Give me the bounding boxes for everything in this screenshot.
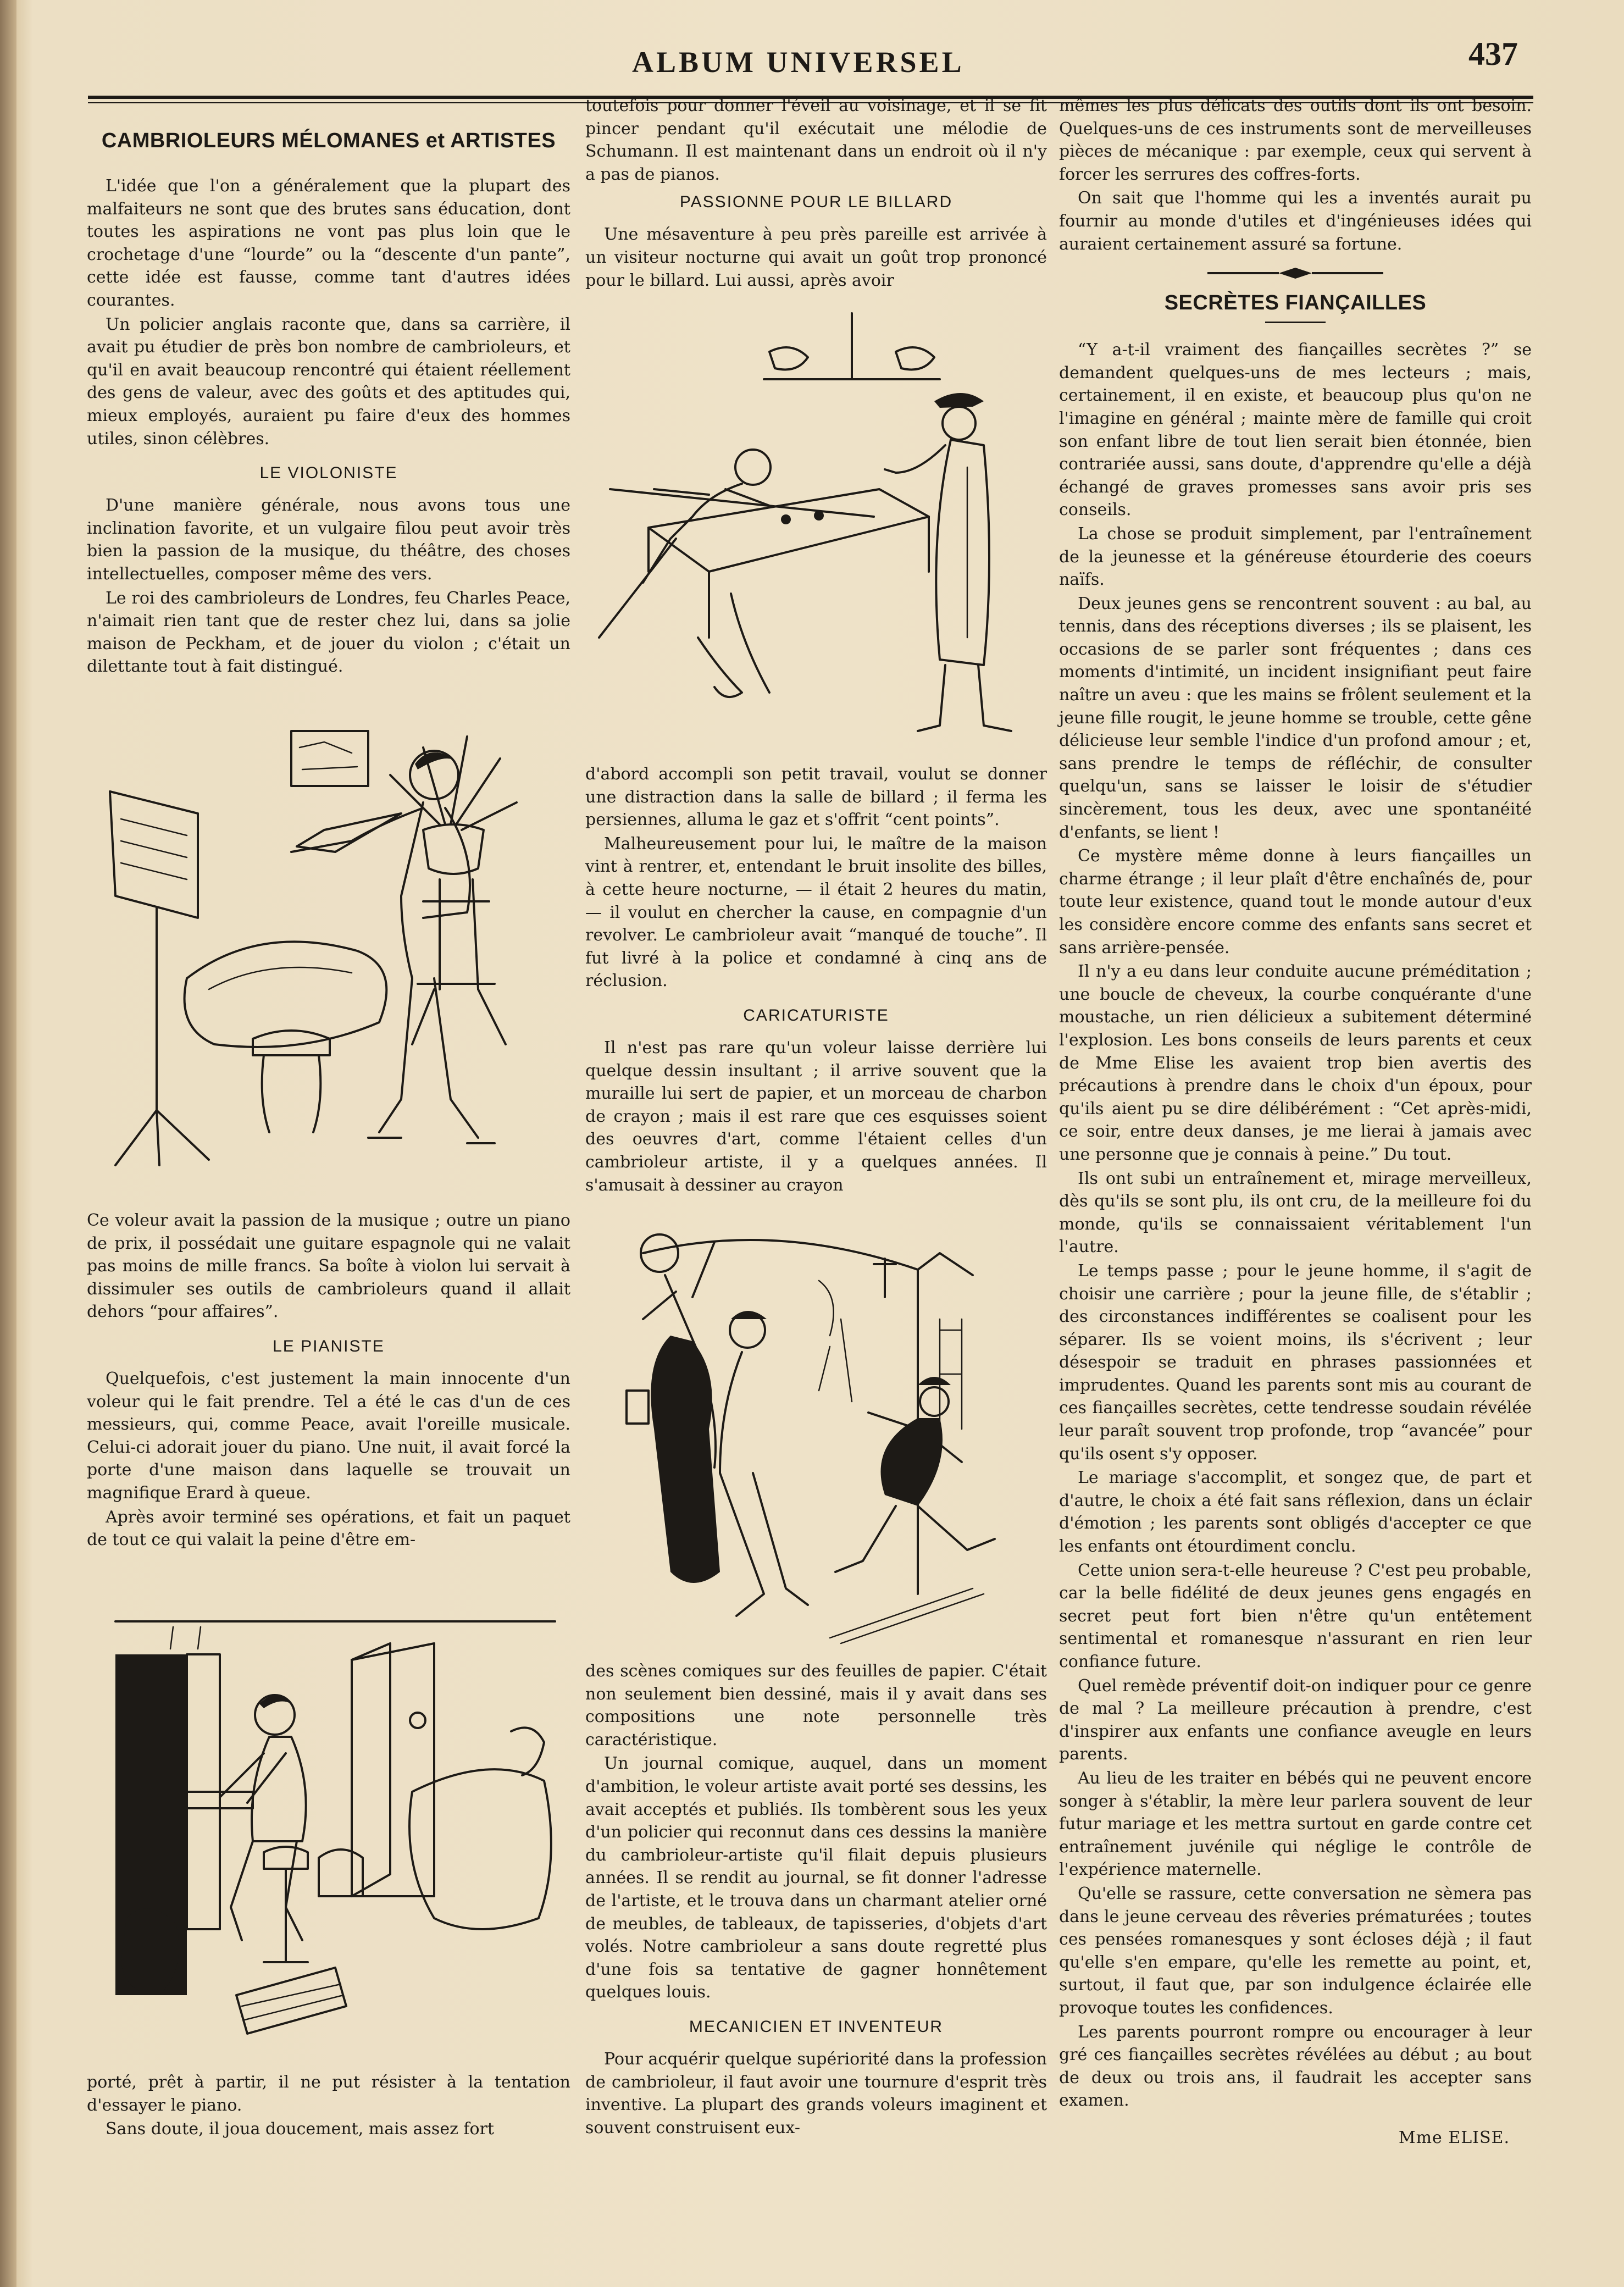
- paragraph: “Y a-t-il vraiment des fiançailles secrètes ?” se demandent quelques-uns de mes lecteurs ; mais, certainement, il en existe, et beaucoup plus qu'on ne l'imagine en général ; mainte mère de famille qui croit son enfant libre de tout lien serait bien étonnée, bien contrariée aussi, sans doute, d'apprendre qu'elle a déjà échangé de graves promesses sans avoir pris ses conseils.: [1059, 340, 1532, 520]
- section-heading-violoniste: LE VIOLONISTE: [259, 464, 398, 483]
- article-title-secretes: SECRÈTES FIANÇAILLES: [1164, 291, 1427, 315]
- paragraph: Sans doute, il joua doucement, mais assez fort: [106, 2119, 494, 2139]
- column-3: [1059, 95, 1532, 2149]
- paragraph: Ils ont subi un entraînement et, mirage merveilleux, dès qu'ils se sont plu, ils ont cru, de la meilleure foi du monde, qu'ils se connaissaient véritablement l'un l'autre.: [1059, 1169, 1532, 1257]
- paragraph: Un journal comique, auquel, dans un moment d'ambition, le voleur artiste avait porté ses dessins, les avait acceptés et publiés. Ils tombèrent sous les yeux d'un policier qui reconnut dans ces dessins la manière du cambrioleur-artiste qu'il filait depuis plusieurs années. Il se rendit au journal, se fit donner l'adresse de l'artiste, et le trouva dans un charmant atelier orné de meubles, de tableaux, de tapisseries, d'objets d'art volés. Notre cambrioleur a sans doute regretté plus d'une fois sa tentative de gagner honnêtement quelques louis.: [585, 1754, 1047, 2002]
- page-number: 437: [1468, 36, 1518, 72]
- paragraph: Ce mystère même donne à leurs fiançailles un charme étrange ; il leur plaît d'être enchaînés de, pour toute leur existence, quand tout le monde autour d'eux les considère encore comme des enfants sans secret et sans arrière-pensée.: [1059, 846, 1532, 957]
- paragraph: Le mariage s'accomplit, et songez que, de part et d'autre, le choix a été fait sans réflexion, dans un éclair d'émotion ; les parents sont obligés d'accepter ce que les enfants ont étourdiment conclu.: [1059, 1468, 1532, 1557]
- column-1-middle: [87, 1209, 570, 1553]
- paragraph: Il n'est pas rare qu'un voleur laisse derrière lui quelque dessin insultant ; il arrive souvent que la muraille lui sert de papier, et un morceau de charbon de crayon ; mais il est rare que ces esquisses soient des oeuvres d'art, comme l'étaient celles d'un cambrioleur artiste, il y a quelques années. Il s'amusait à dessiner au crayon: [585, 1038, 1047, 1195]
- paragraph: porté, prêt à partir, il ne put résister à la tentation d'essayer le piano.: [87, 2073, 570, 2115]
- violinist-illustration: [93, 715, 566, 1198]
- paragraph: Le roi des cambrioleurs de Londres, feu Charles Peace, n'aimait rien tant que de rester chez lui, dans sa jolie maison de Peckham, et de jouer du violon ; c'était un dilettante tout à fait distingué.: [87, 588, 570, 677]
- paragraph: Pour acquérir quelque supériorité dans la profession de cambrioleur, il faut avoir une tournure d'esprit très inventive. La plupart des grands voleurs imaginent et souvent construisent eux-: [585, 2049, 1047, 2138]
- paragraph: La chose se produit simplement, par l'entraînement de la jeunesse et la généreuse étourderie des coeurs naïfs.: [1059, 524, 1532, 590]
- title-underline: [1265, 322, 1326, 323]
- paragraph: toutefois pour donner l'éveil au voisinage, et il se fit pincer pendant qu'il exécutait une mélodie de Schumann. Il est maintenant dans un endroit où il n'y a pas de pianos.: [585, 96, 1047, 184]
- paragraph: Il n'y a eu dans leur conduite aucune préméditation ; une boucle de cheveux, la courbe conquérante d'une moustache, un rien délicieux a subitement déterminé l'explosion. Les bons conseils de leurs parents et ceux de Mme Elise les avaient trop bien avertis des précautions à prendre dans le choix d'un époux, pour qu'ils aient pu se dire délibérément : “Cet après-midi, ce soir, entre deux danses, je me lierai à jamais avec une personne que je connais à peine.” Du tout.: [1059, 962, 1532, 1164]
- paragraph: Quel remède préventif doit-on indiquer pour ce genre de mal ? La meilleure précaution à prendre, c'est d'inspirer aux enfants une confiance aveugle en leurs parents.: [1059, 1676, 1532, 1764]
- author-signature: Mme ELISE.: [1398, 2128, 1510, 2147]
- paragraph: mêmes les plus délicats des outils dont ils ont besoin. Quelques-uns de ces instruments sont de merveilleuses pièces de mécanique : par exemple, ceux qui servent à forcer les serrures des coffres-forts.: [1059, 96, 1532, 184]
- paragraph: d'abord accompli son petit travail, voulut se donner une distraction dans la salle de billard ; il ferma les persiennes, alluma le gaz et s'offrit “cent points”.: [585, 765, 1047, 830]
- paragraph: Au lieu de les traiter en bébés qui ne peuvent encore songer à s'établir, la mère leur parlera souvent de leur futur mariage et les mettra surtout en garde contre cet entraînement juvénile qui néglige le contrôle de l'expérience maternelle.: [1059, 1768, 1532, 1880]
- pianist-illustration: [104, 1610, 577, 2072]
- running-title: ALBUM UNIVERSEL: [632, 46, 965, 79]
- billiards-illustration: [588, 308, 1044, 747]
- paragraph: Deux jeunes gens se rencontrent souvent : au bal, au tennis, dans des réceptions diverses ; ils se plaisent, les occasions de se parler sont fréquentes ; dans ces moments d'intimité, un incident insignifiant peut faire naître un aveu : que les mains se frôlent seulement et la jeune fille rougit, le jeune homme se trouble, cette gêne délicieuse leur semble l'indice d'un profond amour ; et, sans prendre le temps de réfléchir, de consulter quelqu'un, sans se laisser le loisir de s'étudier sincèrement, tous les deux, avec une spontanéité d'enfants, se lient !: [1059, 594, 1532, 842]
- paragraph: Un policier anglais raconte que, dans sa carrière, il avait pu étudier de près bon nombre de cambrioleurs, et qu'il en avait beaucoup rencontré qui étaient réellement des gens de valeur, avec des goûts et des aptitudes qui, mieux employés, auraient pu faire d'eux des hommes utiles, sinon célèbres.: [87, 314, 570, 448]
- section-heading-mecanicien: MECANICIEN ET INVENTEUR: [689, 2017, 944, 2036]
- paragraph: Cette union sera-t-elle heureuse ? C'est peu probable, car la belle fidélité de deux jeunes gens engagés en secret peut fort bien n'être qu'un entêtement sentimental et romanesque n'assurant en rien leur confiance future.: [1059, 1560, 1532, 1671]
- article-title: CAMBRIOLEURS MÉLOMANES et ARTISTES: [101, 129, 556, 152]
- column-2-bottom: [585, 1660, 1047, 2140]
- paragraph: des scènes comiques sur des feuilles de papier. C'était non seulement bien dessiné, mais il y avait dans ses compositions une note personnelle très caractéristique.: [585, 1662, 1047, 1749]
- section-heading-pianiste: LE PIANISTE: [273, 1337, 385, 1355]
- page-binding-edge: [0, 0, 16, 2287]
- column-1-top: [87, 128, 570, 679]
- paragraph: Qu'elle se rassure, cette conversation ne sèmera pas dans le jeune cerveau des rêveries prématurées ; toutes ces pensées romanesques y sont écloses déjà ; il faut qu'elle s'en empare, qu'elle les remette au point, et, surtout, il faut que, par son indulgence éclairée elle provoque toutes les confidences.: [1059, 1884, 1532, 2018]
- paragraph: Après avoir terminé ses opérations, et fait un paquet de tout ce qui valait la peine d'être em-: [87, 1507, 570, 1550]
- paragraph: L'idée que l'on a généralement que la plupart des malfaiteurs ne sont que des brutes sans éducation, dont toutes les aspirations ne vont pas plus loin que le crochetage d'une “lourde” ou la “descente d'un pante”, cette idée est fausse, comme tant d'autres idées courantes.: [87, 176, 570, 310]
- column-2-top: [585, 95, 1047, 293]
- paragraph: On sait que l'homme qui les a inventés aurait pu fournir au monde d'utiles et d'ingénieuses idées qui auraient certainement assuré sa fortune.: [1059, 189, 1532, 254]
- paragraph: Le temps passe ; pour le jeune homme, il s'agit de choisir une carrière ; pour la jeune fille, de s'établir ; des circonstances indifférentes se coalisent pour les séparer. Ils se voient moins, ils s'écrivent ; leur désespoir se traduit en phrases passionnées et imprudentes. Quand les parents sont mis au courant de ces fiançailles secrètes, cette tendresse soudain révélée leur paraît souvent trop profonde, trop “avancée” pour qu'ils osent s'y opposer.: [1059, 1261, 1532, 1464]
- paragraph: Les parents pourront rompre ou encourager à leur gré ces fiançailles secrètes révélées au début ; au bout de deux ou trois ans, il faudrait les accepter sans examen.: [1059, 2022, 1532, 2111]
- ornament-divider: [1059, 267, 1532, 280]
- column-2-middle: [585, 763, 1047, 1198]
- column-1-bottom: [87, 2071, 570, 2142]
- paragraph: Quelquefois, c'est justement la main innocente d'un voleur qui le fait prendre. Tel a été le cas d'un de ces messieurs, qui, comme Peace, avait l'oreille musicale. Celui-ci adorait jouer du piano. Une nuit, il avait forcé la porte d'une maison dans laquelle se trouvait un magnifique Erard à queue.: [87, 1369, 570, 1503]
- caricaturist-illustration: [610, 1209, 1044, 1649]
- paragraph: Une mésaventure à peu près pareille est arrivée à un visiteur nocturne qui avait un goût trop prononcé pour le billard. Lui aussi, après avoir: [585, 225, 1047, 290]
- paragraph: Malheureusement pour lui, le maître de la maison vint à rentrer, et, entendant le bruit insolite des billes, à cette heure nocturne, — il était 2 heures du matin, — il voulut en chercher la cause, en compagnie d'un revolver. Le cambrioleur avait “manqué de touche”. Il fut livré à la police et condamné à cinq ans de réclusion.: [585, 834, 1047, 991]
- paragraph: Ce voleur avait la passion de la musique ; outre un piano de prix, il possédait une guitare espagnole qui ne valait pas moins de mille francs. Sa boîte à violon lui servait à dissimuler ses outils de cambrioleurs quand il allait dehors “pour affaires”.: [87, 1211, 570, 1322]
- section-heading-caricaturiste: CARICATURISTE: [743, 1006, 889, 1025]
- paragraph: D'une manière générale, nous avons tous une inclination favorite, et un vulgaire filou peut avoir très bien la passion de la musique, du théâtre, des choses intellectuelles, composer même des vers.: [87, 496, 570, 584]
- section-heading-billard: PASSIONNE POUR LE BILLARD: [679, 193, 953, 212]
